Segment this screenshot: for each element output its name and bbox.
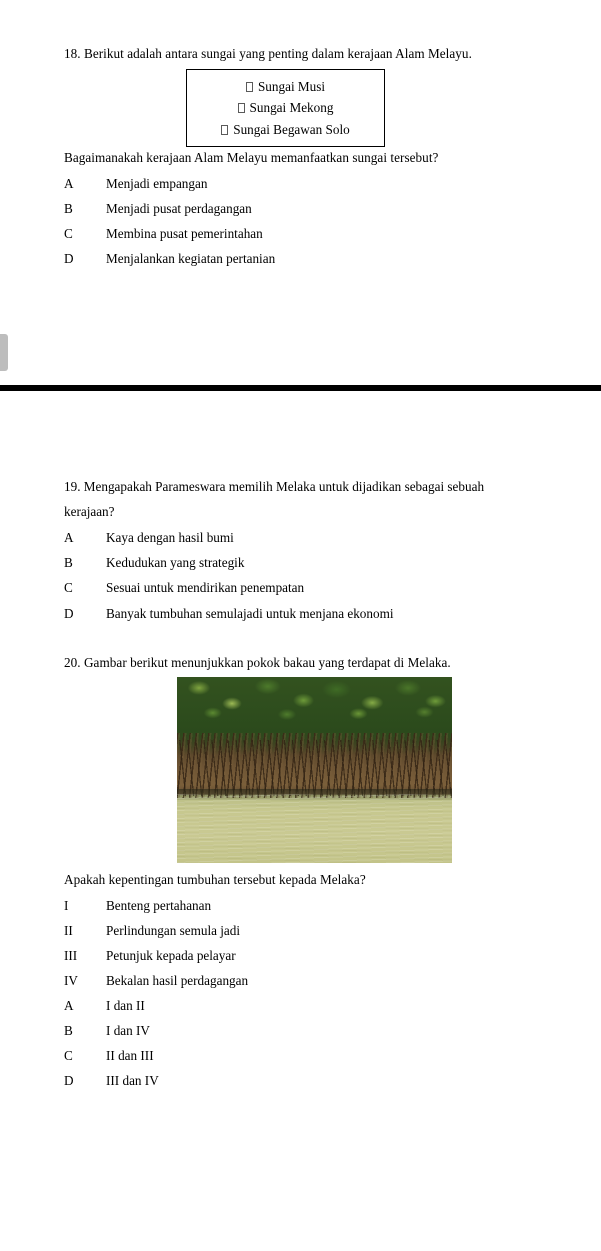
- question-20-statement-i: [64, 898, 211, 913]
- option-mark: B: [64, 1023, 73, 1038]
- question-20-option-b[interactable]: [64, 1023, 150, 1038]
- option-mark: A: [64, 998, 74, 1013]
- statement-mark: IV: [64, 973, 78, 988]
- statement-mark: I: [64, 898, 69, 913]
- option-text: I dan II: [106, 998, 145, 1013]
- option-text: I dan IV: [106, 1023, 150, 1038]
- question-19-stem: 19. Mengapakah Parameswara memilih Melaka untuk dijadikan sebagai sebuah kerajaan?: [64, 479, 485, 519]
- option-mark: A: [64, 176, 74, 191]
- image-water-layer: [177, 794, 452, 863]
- question-19-option-d[interactable]: [64, 606, 394, 621]
- stimulus-item: [221, 122, 349, 137]
- option-mark: D: [64, 1073, 74, 1088]
- question-20-statement-iii: [64, 948, 236, 963]
- stimulus-item-label: Sungai Begawan Solo: [233, 121, 350, 137]
- option-mark: B: [64, 201, 73, 216]
- statement-text: Petunjuk kepada pelayar: [106, 948, 236, 963]
- question-19-option-b[interactable]: [64, 555, 244, 570]
- statement-text: Perlindungan semula jadi: [106, 923, 241, 938]
- option-text: Sesuai untuk mendirikan penempatan: [106, 580, 305, 595]
- stimulus-item: [238, 100, 334, 115]
- vertical-scrollbar-thumb[interactable]: [0, 334, 8, 371]
- option-text: Menjadi pusat perdagangan: [106, 201, 252, 216]
- option-text: Banyak tumbuhan semulajadi untuk menjana ekonomi: [106, 606, 394, 621]
- option-mark: D: [64, 606, 74, 621]
- question-18-option-a[interactable]: [64, 176, 207, 191]
- question-18-stem: 18. Berikut adalah antara sungai yang penting dalam kerajaan Alam Melayu.: [64, 46, 472, 61]
- question-20-option-c[interactable]: [64, 1048, 154, 1063]
- question-18-option-b[interactable]: [64, 201, 252, 216]
- question-19-option-a[interactable]: [64, 530, 234, 545]
- missing-glyph-box-icon: [221, 125, 228, 135]
- option-text: II dan III: [106, 1048, 154, 1063]
- question-20-option-a[interactable]: [64, 998, 145, 1013]
- statement-text: Bekalan hasil perdagangan: [106, 973, 249, 988]
- option-mark: C: [64, 580, 73, 595]
- option-mark: C: [64, 226, 73, 241]
- missing-glyph-box-icon: [238, 103, 245, 113]
- option-text: Kaya dengan hasil bumi: [106, 530, 234, 545]
- statement-mark: III: [64, 948, 78, 963]
- question-20-statement-ii: [64, 923, 240, 938]
- question-18-prompt: Bagaimanakah kerajaan Alam Melayu memanfaatkan sungai tersebut?: [64, 150, 439, 165]
- option-mark: A: [64, 530, 74, 545]
- option-mark: D: [64, 251, 74, 266]
- stimulus-item: [246, 79, 325, 94]
- option-text: Membina pusat pemerintahan: [106, 226, 263, 241]
- page-break-divider: [0, 385, 601, 391]
- statement-text: Benteng pertahanan: [106, 898, 212, 913]
- question-20-statement-iv: [64, 973, 248, 988]
- stimulus-item-label: Sungai Mekong: [249, 100, 334, 115]
- option-text: Menjadi empangan: [106, 176, 208, 191]
- statement-mark: II: [64, 923, 73, 938]
- option-mark: B: [64, 555, 73, 570]
- question-18-stimulus-box: [186, 69, 385, 147]
- option-text: Kedudukan yang strategik: [106, 555, 245, 570]
- stimulus-item-label: Sungai Musi: [257, 78, 326, 94]
- mangrove-trees-image: [177, 677, 452, 863]
- option-mark: C: [64, 1048, 73, 1063]
- question-20-option-d[interactable]: [64, 1073, 159, 1088]
- question-19-option-c[interactable]: [64, 580, 304, 595]
- question-18-option-c[interactable]: [64, 226, 263, 241]
- question-18-option-d[interactable]: [64, 251, 275, 266]
- missing-glyph-box-icon: [246, 82, 253, 92]
- question-20-prompt: Apakah kepentingan tumbuhan tersebut kepada Melaka?: [64, 872, 366, 887]
- option-text: Menjalankan kegiatan pertanian: [106, 251, 276, 266]
- question-20-stem: 20. Gambar berikut menunjukkan pokok bakau yang terdapat di Melaka.: [64, 655, 451, 670]
- option-text: III dan IV: [106, 1073, 159, 1088]
